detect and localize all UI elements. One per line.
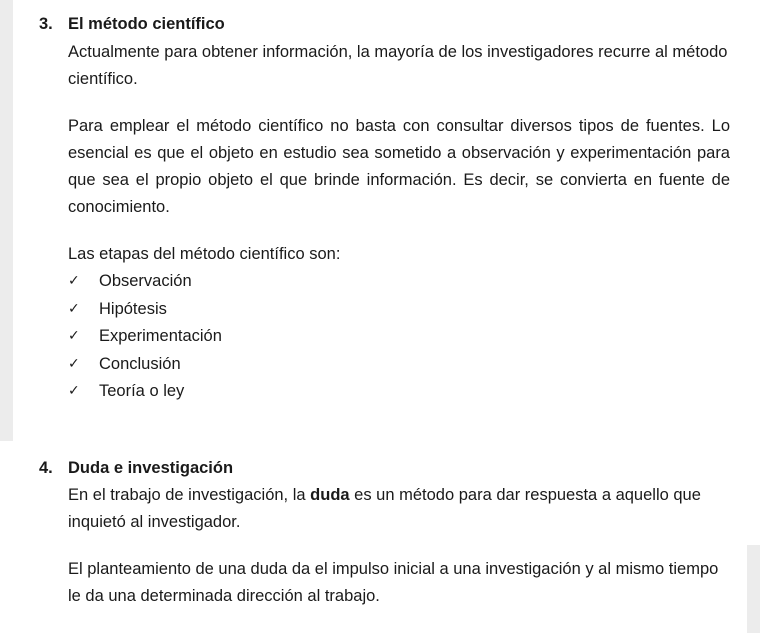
- stage-label: Experimentación: [99, 327, 222, 345]
- paragraph-duda: [68, 482, 730, 536]
- list-item: [0, 323, 765, 351]
- section-number: 4.: [39, 459, 53, 477]
- list-item: [0, 296, 765, 324]
- list-item: [0, 268, 765, 296]
- check-icon: ✓: [68, 328, 80, 344]
- section-metodo-cientifico: [0, 13, 765, 406]
- section-title: Duda e investigación: [68, 459, 234, 477]
- section-heading: [0, 457, 765, 479]
- list-item: [0, 351, 765, 379]
- stage-label: Conclusión: [99, 354, 181, 373]
- paragraph-text: es un método para dar respuesta a aquello que inquietó al investigador.: [68, 486, 701, 531]
- check-icon: ✓: [68, 383, 80, 399]
- check-icon: ✓: [68, 273, 80, 289]
- section-number: 3.: [39, 15, 53, 33]
- section-duda-investigacion: [0, 457, 765, 610]
- check-icon: ✓: [68, 355, 80, 372]
- stage-label: Hipótesis: [99, 299, 167, 318]
- paragraph-intro: Actualmente para obtener información, la mayoría de los investigadores recurre al método científico.: [68, 43, 728, 88]
- emphasis-duda: duda: [310, 486, 350, 504]
- paragraph-method: Para emplear el método científico no basta con consultar diversos tipos de fuentes. Lo esencial es que el objeto en estudio sea sometido a observación y experimentación para que sea el propio objeto el que brinde información. Es decir, se convierta en fuente de conocimiento.: [68, 117, 730, 216]
- paragraph-planteamiento: El planteamiento de una duda da el impulso inicial a una investigación y al mismo tiempo le da una determinada dirección al trabajo.: [68, 560, 719, 605]
- stages-list: [0, 268, 765, 406]
- stage-label: Observación: [99, 272, 192, 290]
- section-heading: [0, 13, 765, 35]
- section-title: El método científico: [68, 15, 225, 33]
- paragraph-text: En el trabajo de investigación, la: [68, 486, 311, 504]
- stage-label: Teoría o ley: [99, 382, 185, 400]
- list-item: [0, 378, 765, 406]
- stages-intro: Las etapas del método científico son:: [68, 245, 341, 263]
- check-icon: ✓: [68, 300, 80, 317]
